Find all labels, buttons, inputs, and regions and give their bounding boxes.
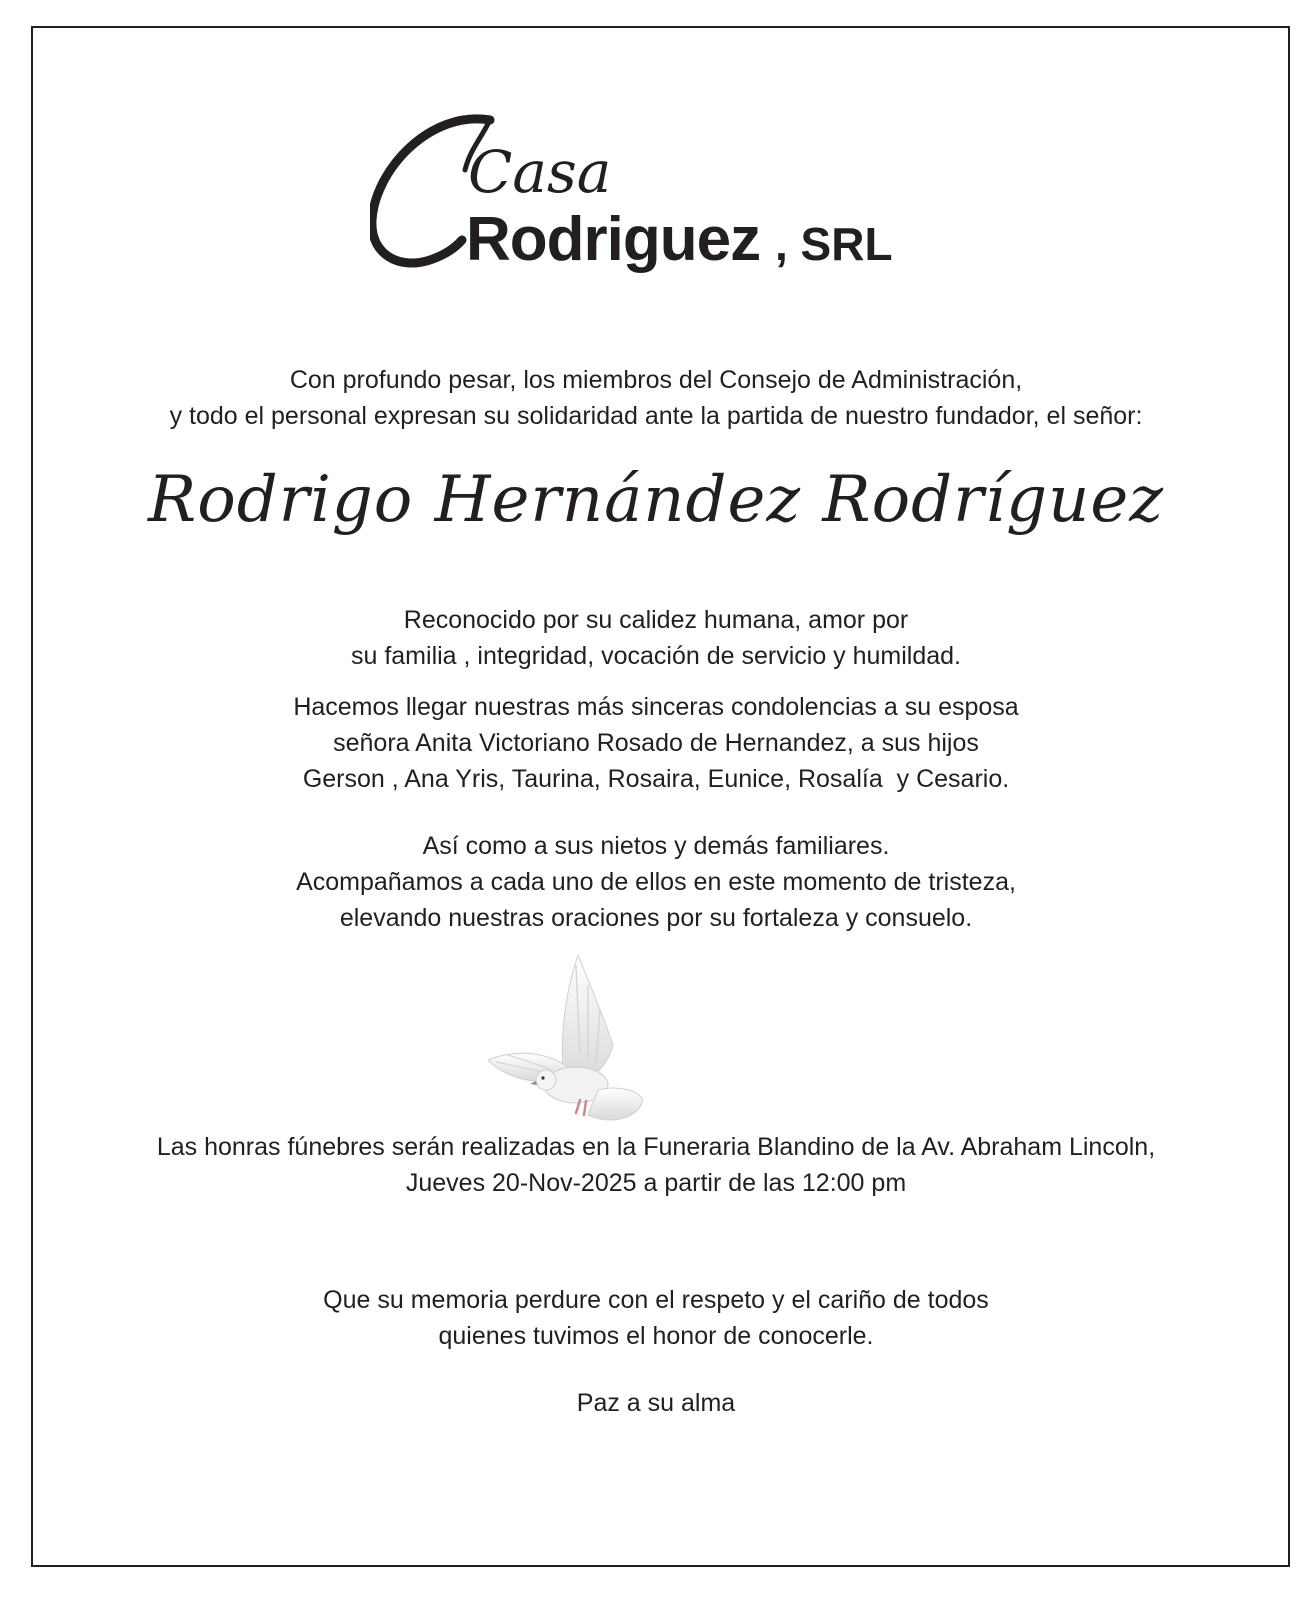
memory-line-1: Que su memoria perdure con el respeto y el cariño de todos: [323, 1286, 989, 1314]
tribute-line-2: su familia , integridad, vocación de servicio y humildad.: [350, 642, 962, 670]
condolences-line-3: Gerson , Ana Yris, Taurina, Rosaira, Eunice, Rosalía y Cesario.: [302, 765, 1010, 793]
deceased-name: Rodrigo Hernández Rodríguez: [148, 463, 1164, 537]
family-line-1: Así como a sus nietos y demás familiares.: [422, 832, 890, 860]
condolences-line-1: Hacemos llegar nuestras más sinceras condolencias a su esposa: [293, 693, 1019, 721]
dove-icon: [488, 955, 658, 1145]
company-logo: [370, 110, 950, 290]
condolences-line-2: señora Anita Victoriano Rosado de Hernandez, a sus hijos: [333, 729, 979, 757]
logo-casa-text: Casa: [468, 138, 612, 206]
closing-text: Paz a su alma: [576, 1389, 736, 1417]
intro-line-2: y todo el personal expresan su solidaridad ante la partida de nuestro fundador, el señor:: [169, 402, 1143, 430]
tribute-line-1: Reconocido por su calidez humana, amor por: [403, 606, 909, 634]
memory-line-2: quienes tuvimos el honor de conocerle.: [438, 1322, 874, 1350]
family-line-3: elevando nuestras oraciones por su fortaleza y consuelo.: [339, 904, 973, 932]
family-line-2: Acompañamos a cada uno de ellos en este momento de tristeza,: [296, 868, 1016, 896]
funeral-line-1: Las honras fúnebres serán realizadas en la Funeraria Blandino de la Av. Abraham Lincoln,: [156, 1133, 1156, 1161]
intro-line-1: Con profundo pesar, los miembros del Consejo de Administración,: [289, 366, 1023, 394]
logo-rodriguez-text: Rodriguez: [466, 205, 761, 274]
funeral-line-2: Jueves 20-Nov-2025 a partir de las 12:00 pm: [405, 1169, 907, 1197]
logo-srl-text: , SRL: [775, 218, 893, 270]
